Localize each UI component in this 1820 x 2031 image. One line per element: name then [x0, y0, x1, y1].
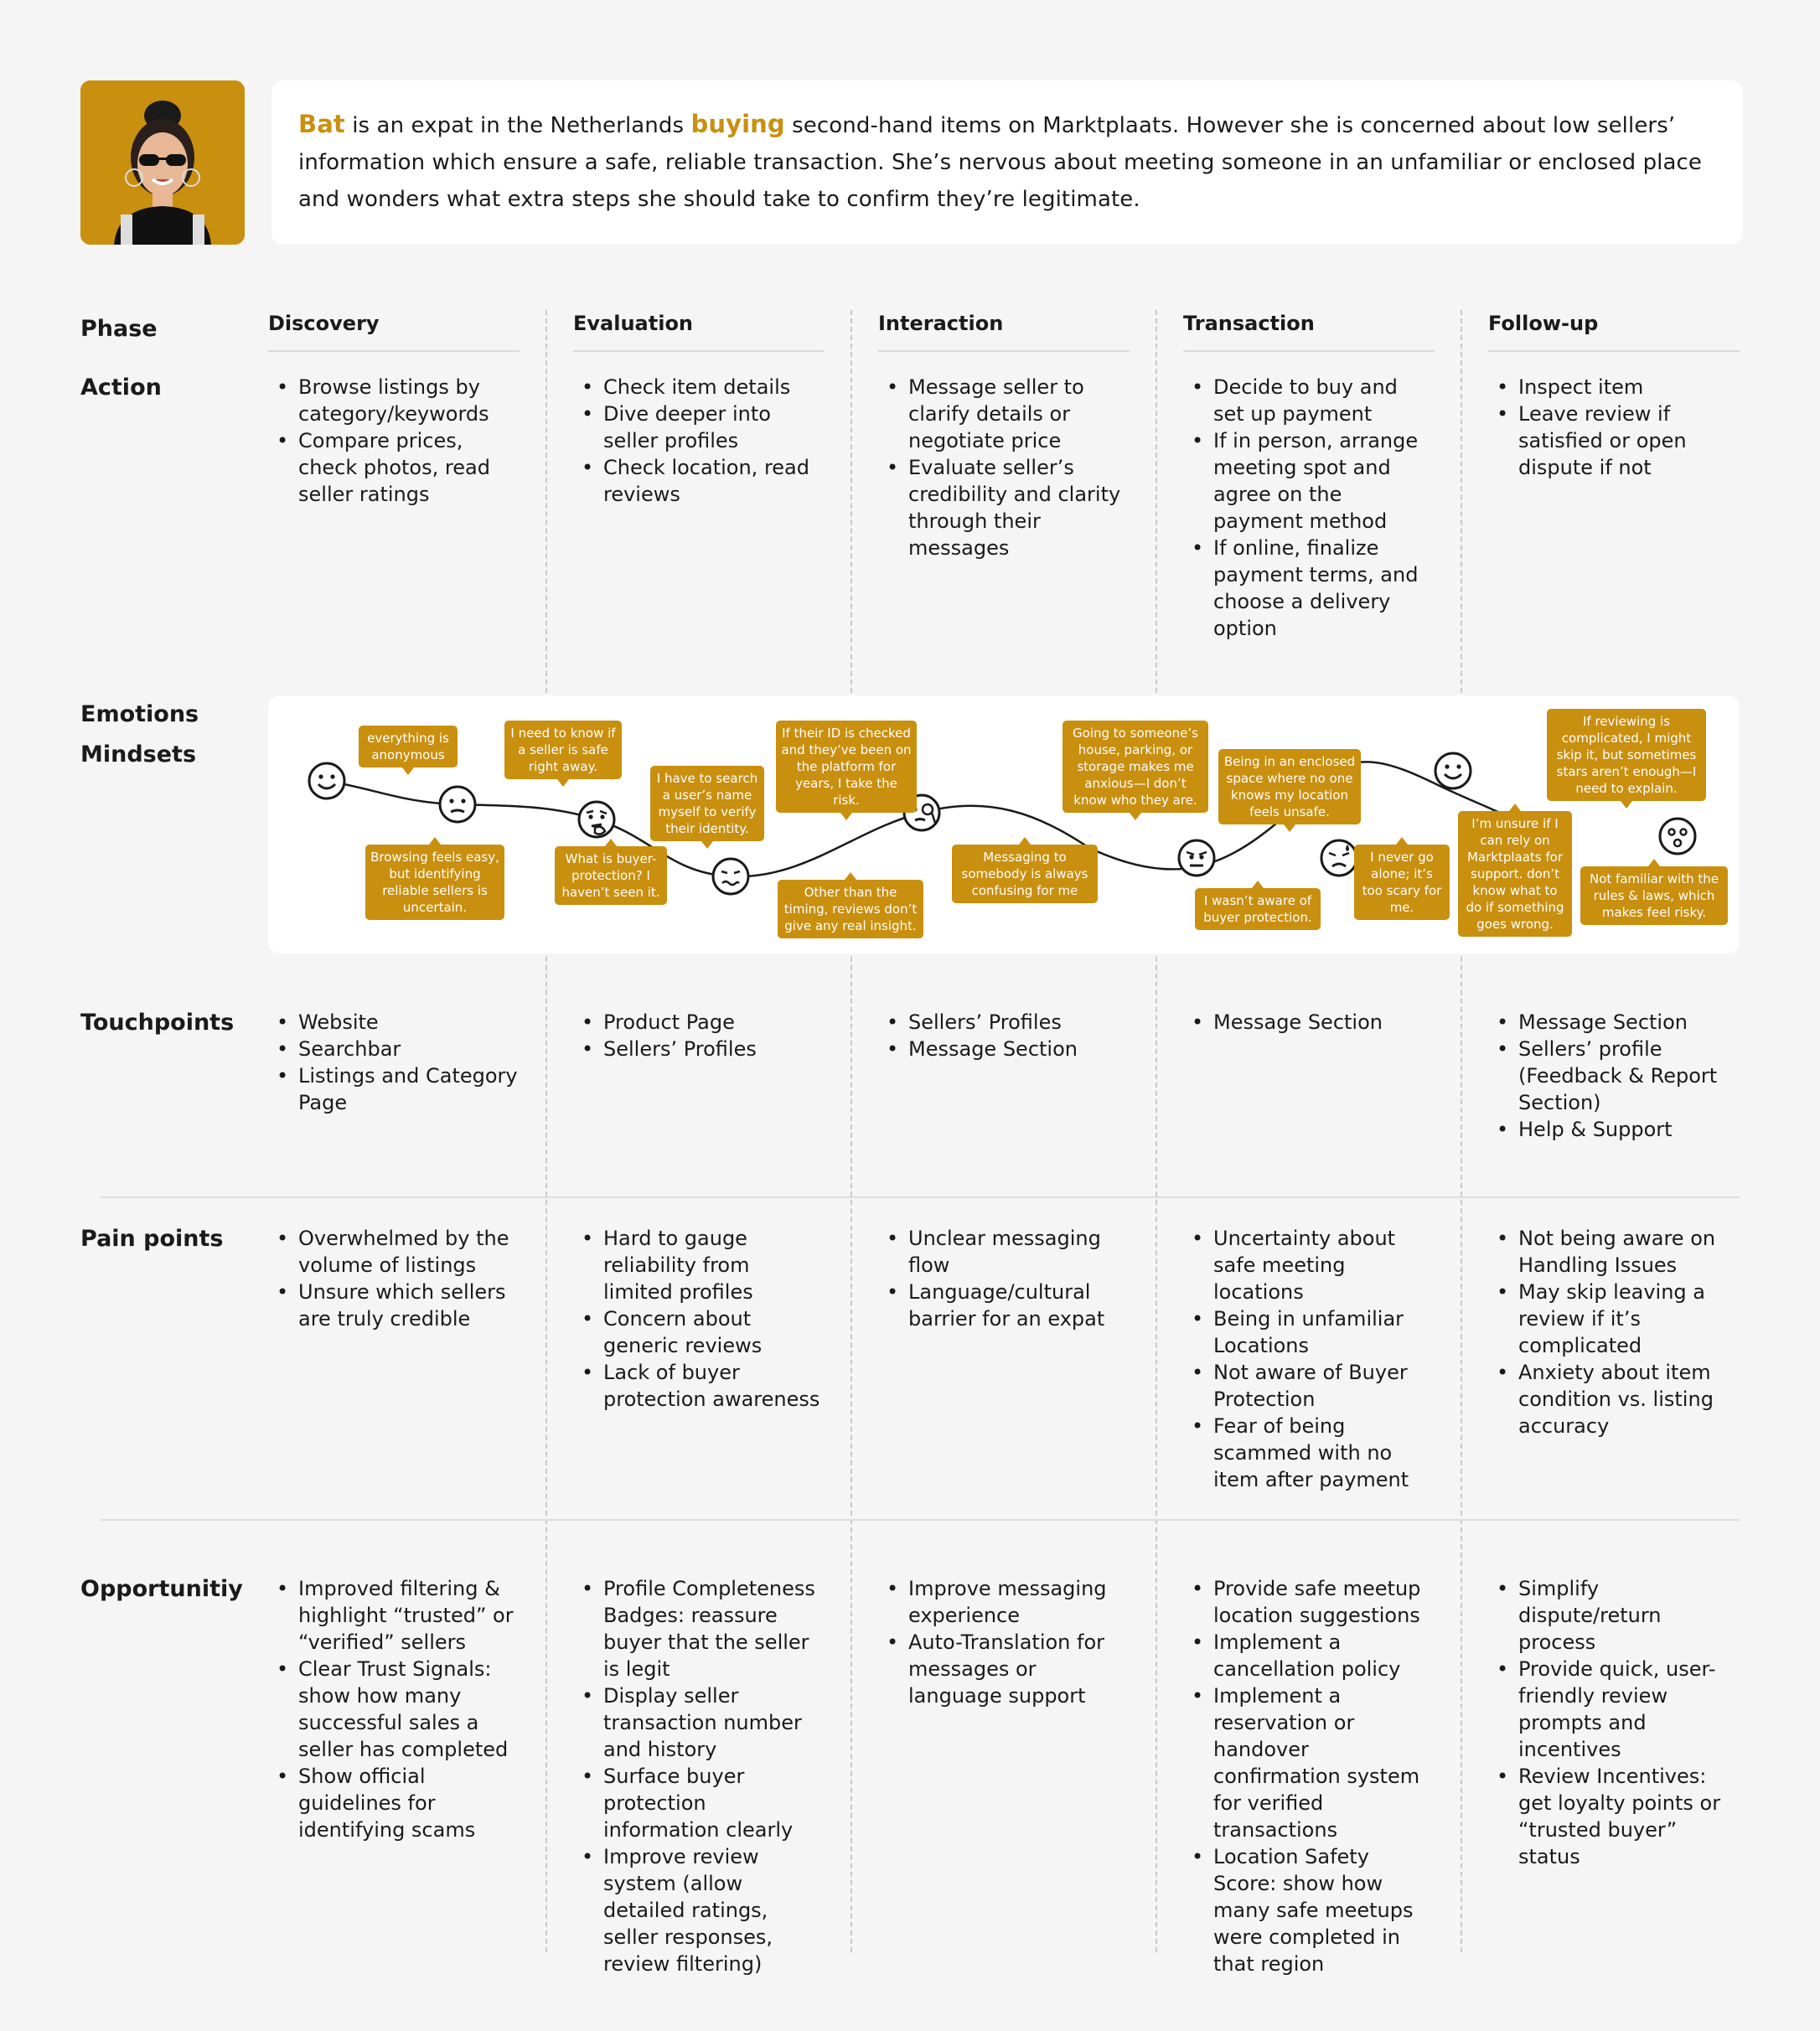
list-item: • Overwhelmed by the volume of listings: [298, 1225, 520, 1279]
list-item: • Website: [298, 1009, 520, 1036]
intro-highlight: buying: [690, 110, 785, 138]
list-item: • Lack of buyer protection awareness: [603, 1359, 825, 1413]
actions-discovery: [298, 374, 520, 508]
list-item: • Improved filtering & highlight “trusted” or “verified” sellers: [298, 1575, 520, 1656]
phase-underline: [1183, 350, 1435, 352]
emotion-bubble: Not familiar with the rules & laws, which makes feel risky.: [1580, 866, 1728, 925]
phase-title-follow-up: Follow-up: [1488, 312, 1599, 335]
list-item: • If in person, arrange meeting spot and agree on the payment method: [1213, 427, 1435, 535]
list-item: • Inspect item: [1518, 374, 1740, 401]
emotion-bubble: Going to someone’s house, parking, or storage makes me anxious—I don’t know who they are.: [1063, 721, 1208, 813]
phase-title-evaluation: Evaluation: [573, 312, 694, 335]
phase-title-transaction: Transaction: [1183, 312, 1315, 335]
label-action: Action: [80, 375, 162, 401]
uneasy-face-icon: [437, 784, 478, 824]
label-emotions: Emotions: [80, 701, 199, 727]
thinking-face-icon: [577, 799, 617, 840]
list-item: • Display seller transaction number and history: [603, 1682, 825, 1763]
touchpoints-interaction: [908, 1009, 1130, 1062]
worried-face-icon: [711, 856, 751, 897]
list-item: • Message Section: [908, 1036, 1130, 1062]
list-item: • Browse listings by category/keywords: [298, 374, 520, 427]
label-touchpoints: Touchpoints: [80, 1010, 235, 1036]
emotion-bubble: Being in an enclosed space where no one knows my location feels unsafe.: [1218, 749, 1361, 824]
shocked-face-icon: [1657, 816, 1698, 856]
list-item: • Sellers’ Profiles: [603, 1036, 825, 1062]
phase-underline: [1488, 350, 1740, 352]
opportunities-discovery: [298, 1575, 520, 1843]
emotion-bubble: Browsing feels easy, but identifying reliable sellers is uncertain.: [365, 845, 504, 920]
opportunities-evaluation: [603, 1575, 825, 1977]
list-item: • Language/cultural barrier for an expat: [908, 1279, 1130, 1332]
persona-intro-card: [271, 80, 1743, 245]
list-item: • Review Incentives: get loyalty points or “trusted buyer” status: [1518, 1763, 1740, 1870]
emotion-bubble: If reviewing is complicated, I might skip it, but sometimes stars aren’t enough—I need to explain.: [1547, 709, 1706, 801]
list-item: • Evaluate seller’s credibility and clarity through their messages: [908, 454, 1130, 561]
list-item: • Unclear messaging flow: [908, 1225, 1130, 1279]
list-item: • Sellers’ profile (Feedback & Report Section): [1518, 1036, 1740, 1116]
emotion-bubble: Messaging to somebody is always confusing for me: [952, 845, 1098, 903]
touchpoints-evaluation: [603, 1009, 825, 1062]
list-item: • May skip leaving a review if it’s complicated: [1518, 1279, 1740, 1359]
list-item: • Dive deeper into seller profiles: [603, 401, 825, 454]
emotion-bubble: Other than the timing, reviews don’t give any real insight.: [778, 880, 923, 938]
label-pain-points: Pain points: [80, 1226, 224, 1252]
phase-underline: [878, 350, 1130, 352]
emotion-bubble: I’m unsure if I can rely on Marktplaats for support. don’t know what to do if something goes wrong.: [1458, 811, 1572, 937]
pain-points-interaction: [908, 1225, 1130, 1332]
list-item: • Fear of being scammed with no item after payment: [1213, 1413, 1435, 1493]
list-item: • Simplify dispute/return process: [1518, 1575, 1740, 1656]
list-item: • Clear Trust Signals: show how many successful sales a seller has completed: [298, 1656, 520, 1763]
emotion-bubble: I have to search a user’s name myself to verify their identity.: [650, 766, 764, 841]
list-item: • Show official guidelines for identifying scams: [298, 1763, 520, 1843]
touchpoints-transaction: [1213, 1009, 1435, 1036]
list-item: • Improve messaging experience: [908, 1575, 1130, 1629]
list-item: • If online, finalize payment terms, and choose a delivery option: [1213, 535, 1435, 642]
list-item: • Unsure which sellers are truly credible: [298, 1279, 520, 1332]
happy-face-icon: [1433, 751, 1473, 791]
emotion-bubble: If their ID is checked and they’ve been on the platform for years, I take the risk.: [776, 721, 917, 813]
list-item: • Profile Completeness Badges: reassure buyer that the seller is legit: [603, 1575, 825, 1682]
phase-title-discovery: Discovery: [268, 312, 380, 335]
emotion-bubble: I need to know if a seller is safe right away.: [504, 721, 622, 779]
opportunities-transaction: [1213, 1575, 1435, 1977]
list-item: • Concern about generic reviews: [603, 1305, 825, 1359]
list-item: • Location Safety Score: show how many safe meetups were completed in that region: [1213, 1843, 1435, 1977]
opportunities-interaction: [908, 1575, 1130, 1709]
actions-interaction: [908, 374, 1130, 561]
actions-follow-up: [1518, 374, 1740, 481]
annoyed-face-icon: [1176, 838, 1217, 878]
list-item: • Surface buyer protection information clearly: [603, 1763, 825, 1843]
label-phase: Phase: [80, 316, 158, 342]
pain-points-evaluation: [603, 1225, 825, 1413]
opportunities-follow-up: [1518, 1575, 1740, 1870]
list-item: • Implement a cancellation policy: [1213, 1629, 1435, 1682]
pain-points-transaction: [1213, 1225, 1435, 1493]
phase-underline: [268, 350, 520, 352]
list-item: • Not being aware on Handling Issues: [1518, 1225, 1740, 1279]
smile-icon: [307, 761, 347, 801]
list-item: • Improve review system (allow detailed ratings, seller responses, review filtering): [603, 1843, 825, 1977]
column-divider: [1156, 310, 1157, 1952]
pain-points-follow-up: [1518, 1225, 1740, 1439]
list-item: • Hard to gauge reliability from limited profiles: [603, 1225, 825, 1305]
list-item: • Provide quick, user-friendly review prompts and incentives: [1518, 1656, 1740, 1763]
column-divider: [851, 310, 852, 1952]
list-item: • Sellers’ Profiles: [908, 1009, 1130, 1036]
phase-title-interaction: Interaction: [878, 312, 1004, 335]
persona-portrait-icon: [80, 80, 245, 245]
intro-text-1: is an expat in the Netherlands: [344, 113, 691, 138]
emotion-bubble: I wasn’t aware of buyer protection.: [1195, 888, 1321, 930]
list-item: • Implement a reservation or handover confirmation system for verified transactions: [1213, 1682, 1435, 1843]
list-item: • Decide to buy and set up payment: [1213, 374, 1435, 427]
row-divider: [101, 1519, 1740, 1521]
emotion-bubble: What is buyer-protection? I haven’t seen it.: [555, 846, 667, 905]
list-item: • Auto-Translation for messages or language support: [908, 1629, 1130, 1709]
label-opportunity: Opportunitiy: [80, 1576, 243, 1602]
emotion-bubble: I never go alone; it’s too scary for me.: [1354, 845, 1450, 920]
list-item: • Check location, read reviews: [603, 454, 825, 508]
list-item: • Check item details: [603, 374, 825, 401]
intro-text-2: second-hand items on Marktplaats. However she is concerned about low sellers’ information which ensure a safe, reliable transaction. She’s nervous about meeting someone in an unfamiliar or enclosed place and wonders what extra steps she should take to confirm they’re legitimate.: [298, 113, 1703, 212]
row-divider: [101, 1196, 1740, 1198]
list-item: • Leave review if satisfied or open dispute if not: [1518, 401, 1740, 481]
list-item: • Product Page: [603, 1009, 825, 1036]
list-item: • Uncertainty about safe meeting locations: [1213, 1225, 1435, 1305]
list-item: • Provide safe meetup location suggestions: [1213, 1575, 1435, 1629]
list-item: • Help & Support: [1518, 1116, 1740, 1143]
column-divider: [545, 310, 547, 1952]
actions-evaluation: [603, 374, 825, 508]
list-item: • Listings and Category Page: [298, 1062, 520, 1116]
emotions-panel: [268, 695, 1740, 953]
phase-underline: [573, 350, 825, 352]
list-item: • Anxiety about item condition vs. listing accuracy: [1518, 1359, 1740, 1439]
label-mindsets: Mindsets: [80, 742, 197, 767]
sweating-face-icon: [1319, 838, 1359, 878]
persona-avatar: [80, 80, 245, 245]
list-item: • Message Section: [1518, 1009, 1740, 1036]
list-item: • Searchbar: [298, 1036, 520, 1062]
column-divider: [1461, 310, 1462, 1952]
persona-name: Bat: [298, 110, 345, 138]
actions-transaction: [1213, 374, 1435, 642]
list-item: • Message seller to clarify details or negotiate price: [908, 374, 1130, 454]
touchpoints-discovery: [298, 1009, 520, 1116]
pain-points-discovery: [298, 1225, 520, 1332]
list-item: • Being in unfamiliar Locations: [1213, 1305, 1435, 1359]
list-item: • Compare prices, check photos, read seller ratings: [298, 427, 520, 508]
touchpoints-follow-up: [1518, 1009, 1740, 1143]
list-item: • Message Section: [1213, 1009, 1435, 1036]
emotion-bubble: everything is anonymous: [359, 726, 458, 767]
list-item: • Not aware of Buyer Protection: [1213, 1359, 1435, 1413]
